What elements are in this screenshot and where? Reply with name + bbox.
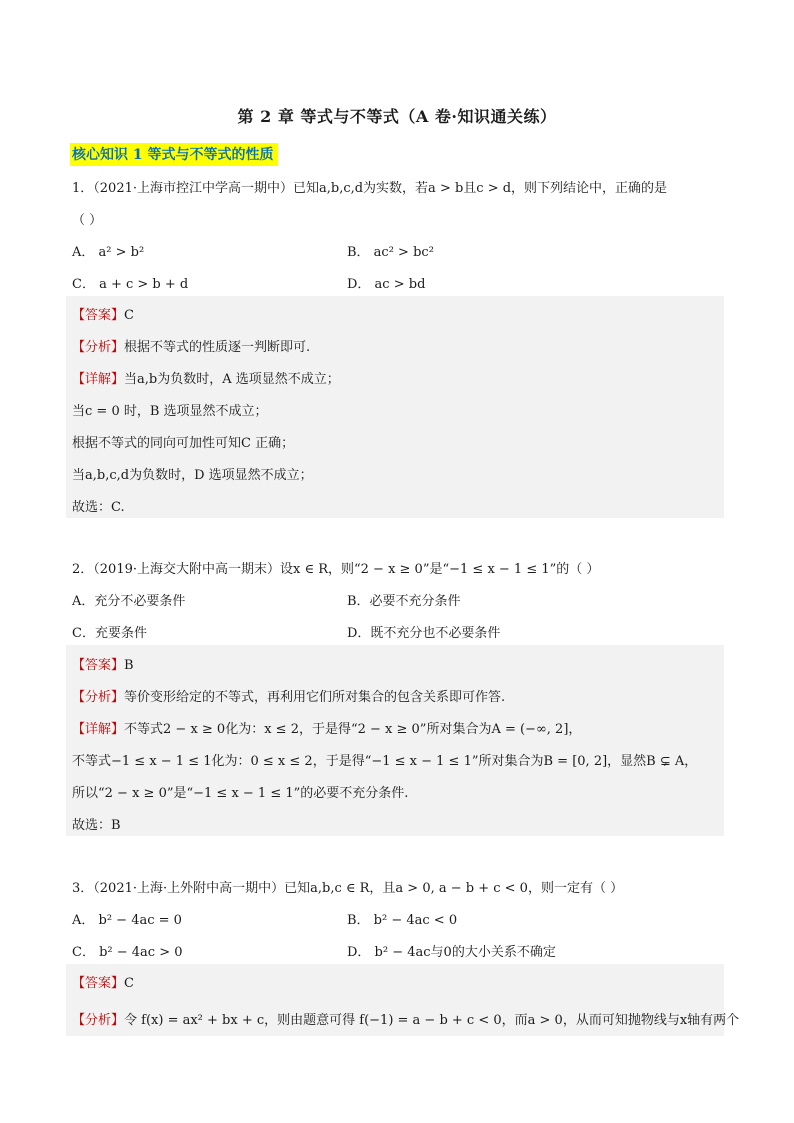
q3-option-b: B． b² − 4ac < 0 [347, 913, 458, 928]
q1-detail-3: 根据不等式的同向可加性可知C 正确； [72, 436, 295, 451]
q1-answer-row [72, 304, 134, 323]
q3-stem: 3．（2021·上海·上外附中高一期中）已知a,b,c ∈ R，且a > 0, a − b + c < 0，则一定有（ ） [72, 881, 624, 896]
q1-answer: C [124, 308, 134, 323]
q2-analysis-row [72, 686, 505, 705]
q2-analysis-tag: 【分析】 [72, 690, 125, 705]
q2-detail-3: 所以“2 − x ≥ 0”是“−1 ≤ x − 1 ≤ 1”的必要不充分条件. [72, 786, 409, 801]
q2-option-d: D．既不充分也不必要条件 [347, 626, 501, 641]
q2-solution-box [66, 645, 724, 836]
q1-option-b: B． ac² > bc² [347, 245, 434, 260]
q2-stem: 2．（2019·上海交大附中高一期末）设x ∈ R，则“2 − x ≥ 0”是“−1 ≤ x − 1 ≤ 1”的（ ） [72, 562, 600, 577]
chapter-title: 第 2 章 等式与不等式（A 卷·知识通关练） [237, 107, 557, 126]
q2-detail-2: 不等式−1 ≤ x − 1 ≤ 1化为：0 ≤ x ≤ 2，于是得“−1 ≤ x − 1 ≤ 1”所对集合为B = [0, 2]，显然B ⊊ A， [72, 754, 698, 769]
q3-option-a: A． b² − 4ac = 0 [72, 913, 182, 928]
q1-detail-2: 当c = 0 时，B 选项显然不成立； [72, 404, 268, 419]
q3-analysis-row [72, 1009, 739, 1028]
q1-detail-4: 当a,b,c,d为负数时，D 选项显然不成立； [72, 468, 313, 483]
q2-option-a: A．充分不必要条件 [72, 594, 186, 609]
q1-stem: 1．（2021·上海市控江中学高一期中）已知a,b,c,d为实数，若a > b且c > d，则下列结论中，正确的是 [72, 181, 668, 196]
q1-option-a: A． a² > b² [72, 245, 145, 260]
q3-answer-row [72, 972, 134, 991]
q3-option-c: C． b² − 4ac > 0 [72, 945, 183, 960]
q2-analysis: 等价变形给定的不等式，再利用它们所对集合的包含关系即可作答. [124, 690, 506, 705]
section-heading: 核心知识 1 等式与不等式的性质 [70, 143, 278, 166]
q1-paren: （ ） [72, 213, 103, 228]
q1-detail-1: 当a,b为负数时，A 选项显然不成立； [124, 372, 340, 387]
q2-detail-4: 故选：B [72, 818, 121, 833]
q3-answer: C [124, 976, 134, 991]
q3-option-d: D． b² − 4ac与0的大小关系不确定 [347, 945, 556, 960]
q2-answer: B [124, 658, 134, 673]
q2-answer-row [72, 654, 134, 673]
q1-analysis-row [72, 336, 310, 355]
q3-answer-tag: 【答案】 [72, 976, 125, 991]
q1-analysis: 根据不等式的性质逐一判断即可. [124, 340, 311, 355]
q2-option-b: B．必要不充分条件 [347, 594, 461, 609]
q2-answer-tag: 【答案】 [72, 658, 125, 673]
q3-analysis: 令 f(x) = ax² + bx + c，则由题意可得 f(−1) = a − b + c < 0，而a > 0，从而可知抛物线与x轴有两个 [124, 1013, 740, 1028]
q2-option-c: C．充要条件 [72, 626, 147, 641]
q1-answer-tag: 【答案】 [72, 308, 125, 323]
q2-detail-tag: 【详解】 [72, 722, 125, 737]
q3-analysis-tag: 【分析】 [72, 1013, 125, 1028]
q1-detail-row [72, 368, 340, 387]
q1-option-c: C． a + c > b + d [72, 277, 189, 292]
q1-detail-5: 故选：C. [72, 500, 125, 515]
q1-detail-tag: 【详解】 [72, 372, 125, 387]
q1-analysis-tag: 【分析】 [72, 340, 125, 355]
q1-option-d: D． ac > bd [347, 277, 426, 292]
q2-detail-row [72, 718, 581, 737]
q2-detail-1: 不等式2 − x ≥ 0化为：x ≤ 2，于是得“2 − x ≥ 0”所对集合为A = (−∞, 2]， [124, 722, 582, 737]
